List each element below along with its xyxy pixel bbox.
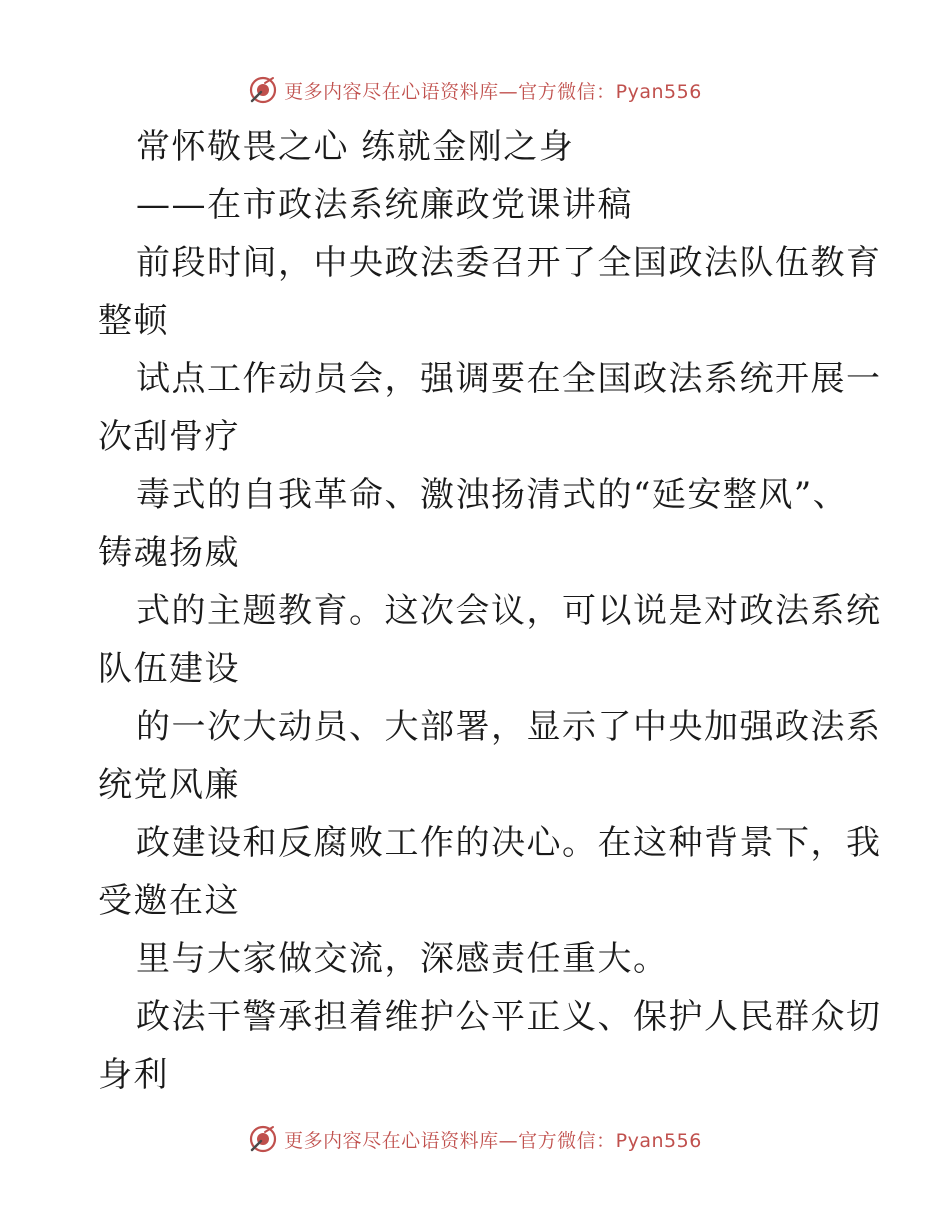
header-banner [0, 70, 950, 110]
paragraph-line: 铸魂扬威 [98, 533, 240, 573]
document-title: 常怀敬畏之心 练就金刚之身 [136, 127, 575, 167]
paragraph-line: 试点工作动员会，强调要在全国政法系统开展一 [136, 359, 882, 399]
header-banner-text: 更多内容尽在心语资料库—官方微信：Pyan556 [284, 80, 702, 103]
paragraph-line: 次刮骨疗 [98, 417, 240, 457]
document-body [98, 118, 882, 1104]
paragraph-line: 政法干警承担着维护公平正义、保护人民群众切 [136, 997, 882, 1037]
paragraph-line: 统党风廉 [98, 765, 240, 805]
pen-logo-icon [248, 75, 278, 105]
pen-logo-icon [248, 1124, 278, 1154]
paragraph-line: 队伍建设 [98, 649, 240, 689]
paragraph-line: 整顿 [98, 301, 169, 341]
paragraph-line: 政建设和反腐败工作的决心。在这种背景下，我 [136, 823, 882, 863]
paragraph-line: 前段时间，中央政法委召开了全国政法队伍教育 [136, 243, 882, 283]
paragraph-line: 受邀在这 [98, 881, 240, 921]
footer-banner-text: 更多内容尽在心语资料库—官方微信：Pyan556 [284, 1129, 702, 1152]
paragraph-line: 式的主题教育。这次会议，可以说是对政法系统 [136, 591, 882, 631]
paragraph-line: 里与大家做交流，深感责任重大。 [136, 939, 669, 979]
paragraph-line: 的一次大动员、大部署，显示了中央加强政法系 [136, 707, 882, 747]
paragraph-line: 毒式的自我革命、激浊扬清式的“延安整风”、 [136, 475, 849, 515]
footer-banner [0, 1119, 950, 1159]
paragraph-line: 身利 [98, 1055, 169, 1095]
document-subtitle: ——在市政法系统廉政党课讲稿 [136, 185, 633, 225]
